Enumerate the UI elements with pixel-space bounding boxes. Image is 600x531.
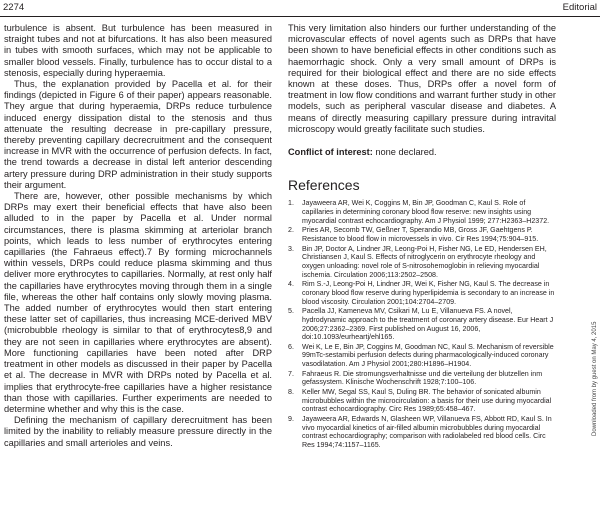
- reference-number: 6.: [288, 342, 294, 351]
- reference-item: [288, 343, 556, 369]
- reference-number: 1.: [288, 199, 294, 208]
- reference-text: Pacella JJ, Kameneva MV, Csikari M, Lu E, Villanueva FS. A novel, hydrodynamic approach to the treatment of coronary artery disease. Eur Heart J 2006;27:2362–2369. First published on August 16, 2006, doi:10.1093/eurheartj/ehl165.: [302, 307, 554, 342]
- reference-text: Jayaweera AR, Wei K, Coggins M, Bin JP, Goodman C, Kaul S. Role of capillaries in determining coronary blood flow reserve: new insights using myocardial contrast echocardiography. Am J Physiol 1999; 277:H2363–H2372.: [302, 199, 550, 225]
- reference-number: 2.: [288, 226, 294, 235]
- reference-list: [288, 199, 556, 449]
- body-paragraph: This very limitation also hinders our further understanding of the microvascular effects of novel agents such as DRPs that have been shown to have beneficial effects in other conditions such as haemorrhagic shock. Only a very small amount of DRPs is required for their biological effect and there are no side effects known at these doses. Thus, DRPs offer a novel form of treatment in low flow conditions and warrant further study in other models, such as peripheral vascular disease and diabetes. A means of directly measuring capillary pressure during intravital microscopy would greatly facilitate such studies.: [288, 23, 556, 134]
- running-title: Editorial: [562, 2, 597, 13]
- reference-item: [288, 388, 556, 414]
- body-paragraph: Thus, the explanation provided by Pacella et al. for their findings (depicted in Figure 6 of their paper) appears reasonable. They argue that during hyperaemia, DRPs reduce turbulence induced energy dissipation distal to the stenosis and thus attenuate the resulting decrease in pre-capillary pressure, thereby preventing capillary decrecruitment and the consequent increase in MVR with the occurrence of perfusion defects. In fact, the trend towards a decrease in distal left anterior descending artery pressure during DRP administration in their study supports their argument.: [4, 79, 272, 190]
- reference-item: [288, 245, 556, 279]
- conflict-text: none declared.: [372, 147, 437, 158]
- reference-text: Jayaweera AR, Edwards N, Glasheen WP, Villanueva FS, Abbott RD, Kaul S. In vivo myocardial kinetics of air-filled albumin microbubbles during myocardial contrast echocardiography; comparison with radiolabeled red blood cells. Circ Res 1994;74:1157–1165.: [302, 415, 552, 449]
- reference-number: 4.: [288, 280, 294, 289]
- reference-number: 3.: [288, 244, 294, 253]
- reference-text: Bin JP, Doctor A, Lindner JR, Leong-Poi H, Fisher NG, Le ED, Hendersen EH, Christiansen J, Kaul S. Effects of nitroglycerin on erythrocyte rheology and oxygen unloading: novel role of S-nitrosohemoglobin in relieving myocardial ischemia. Circulation 2006;113:2502–2508.: [302, 244, 547, 279]
- left-column: [4, 23, 272, 449]
- reference-item: [288, 199, 556, 225]
- reference-text: Fahraeus R. Die stromungsverhaltnisse und die verteilung der blutzellen inm gefassystem. Klinische Wochenschrift 1928;7:100–106.: [302, 369, 543, 387]
- reference-item: [288, 307, 556, 341]
- page-header: [0, 0, 600, 16]
- reference-text: Keller MW, Segal SS, Kaul S, Duling BR. The behavior of sonicated albumin microbubbles within the microcirculation: a basis for their use during myocardial contrast echocardiography. Circ Res 1989;65:458–467.: [302, 388, 552, 414]
- reference-item: [288, 280, 556, 306]
- body-paragraph: Defining the mechanism of capillary derecruitment has been limited by the inability to reliably measure pressure directly in the capillaries and small arterioles and veins.: [4, 415, 272, 448]
- reference-text: Rim S.-J, Leong-Poi H, Lindner JR, Wei K, Fisher NG, Kaul S. The decrease in coronary blood flow reserve during hyperlipidemia is secondary to an increase in blood viscosity. Circulation 2001;104:2704–2709.: [302, 280, 555, 306]
- reference-number: 7.: [288, 369, 294, 378]
- body-paragraph: There are, however, other possible mechanisms by which DRPs may exert their beneficial effects that have also been alluded to in the paper by Pacella et al. Under normal circumstances, there is plasma skimming at arteriolar branch points, which leads to less number of erythrocytes entering capillaries (the Fahraeus effect).7 By forming microchannels within vessels, DRPs could reduce plasma skimming and thus deliver more erythrocytes to capillaries. Normally, at rest only half the capillaries have erythrocytes moving through them in a single file, whereas the other half contains only slowly moving plasma. The added number of erythrocytes would then start entering these latter set of capillaries, thus increasing MCE-derived MBV (microbubble rheology is similar to that of erythrocytes8,9 and they are not seen in capillaries where erythrocytes are absent). More functioning capillaries have been noted after DRP treatment in other models as discussed in their paper by Pacella et al. The decrease in MVR with DRPs noted by Pacella et al. implies that erythrocyte-free capillaries have a higher resistance than those with capillaries. Further experiments are needed to determine whether and why this is the case.: [4, 191, 272, 414]
- reference-number: 9.: [288, 415, 294, 424]
- conflict-of-interest: [288, 147, 556, 158]
- right-column: [288, 23, 556, 451]
- conflict-label: Conflict of interest:: [288, 147, 373, 158]
- reference-item: [288, 226, 556, 243]
- references-heading: References: [288, 177, 360, 194]
- reference-item: [288, 370, 556, 387]
- reference-number: 5.: [288, 307, 294, 316]
- body-paragraph: turbulence is absent. But turbulence has been measured in straight tubes and not at bifurcations. It has also been measured in tubes with smooth surfaces, which may not be applicable to smaller blood vessels. Finally, turbulence has to occur distal to a stenosis, especially during hyperaemia.: [4, 23, 272, 78]
- reference-text: Wei K, Le E, Bin JP, Coggins M, Goodman NC, Kaul S. Mechanism of reversible 99mTc-sestamibi perfusion defects during pharmacologically-induced coronary vasodilatation. Am J Physiol 2001;280:H1896–H1904.: [302, 342, 554, 369]
- reference-number: 8.: [288, 388, 294, 397]
- reference-item: [288, 415, 556, 449]
- header-rule: [0, 16, 600, 17]
- reference-text: Pries AR, Secomb TW, Geßner T, Sperandio MB, Gross JF, Gaehtgens P. Resistance to blood flow in microvessels in vivo. Cir Res 1994;75:904–915.: [302, 226, 539, 243]
- page-number: 2274: [3, 2, 25, 13]
- download-watermark: Downloaded from by guest on May 4, 2015: [592, 321, 598, 436]
